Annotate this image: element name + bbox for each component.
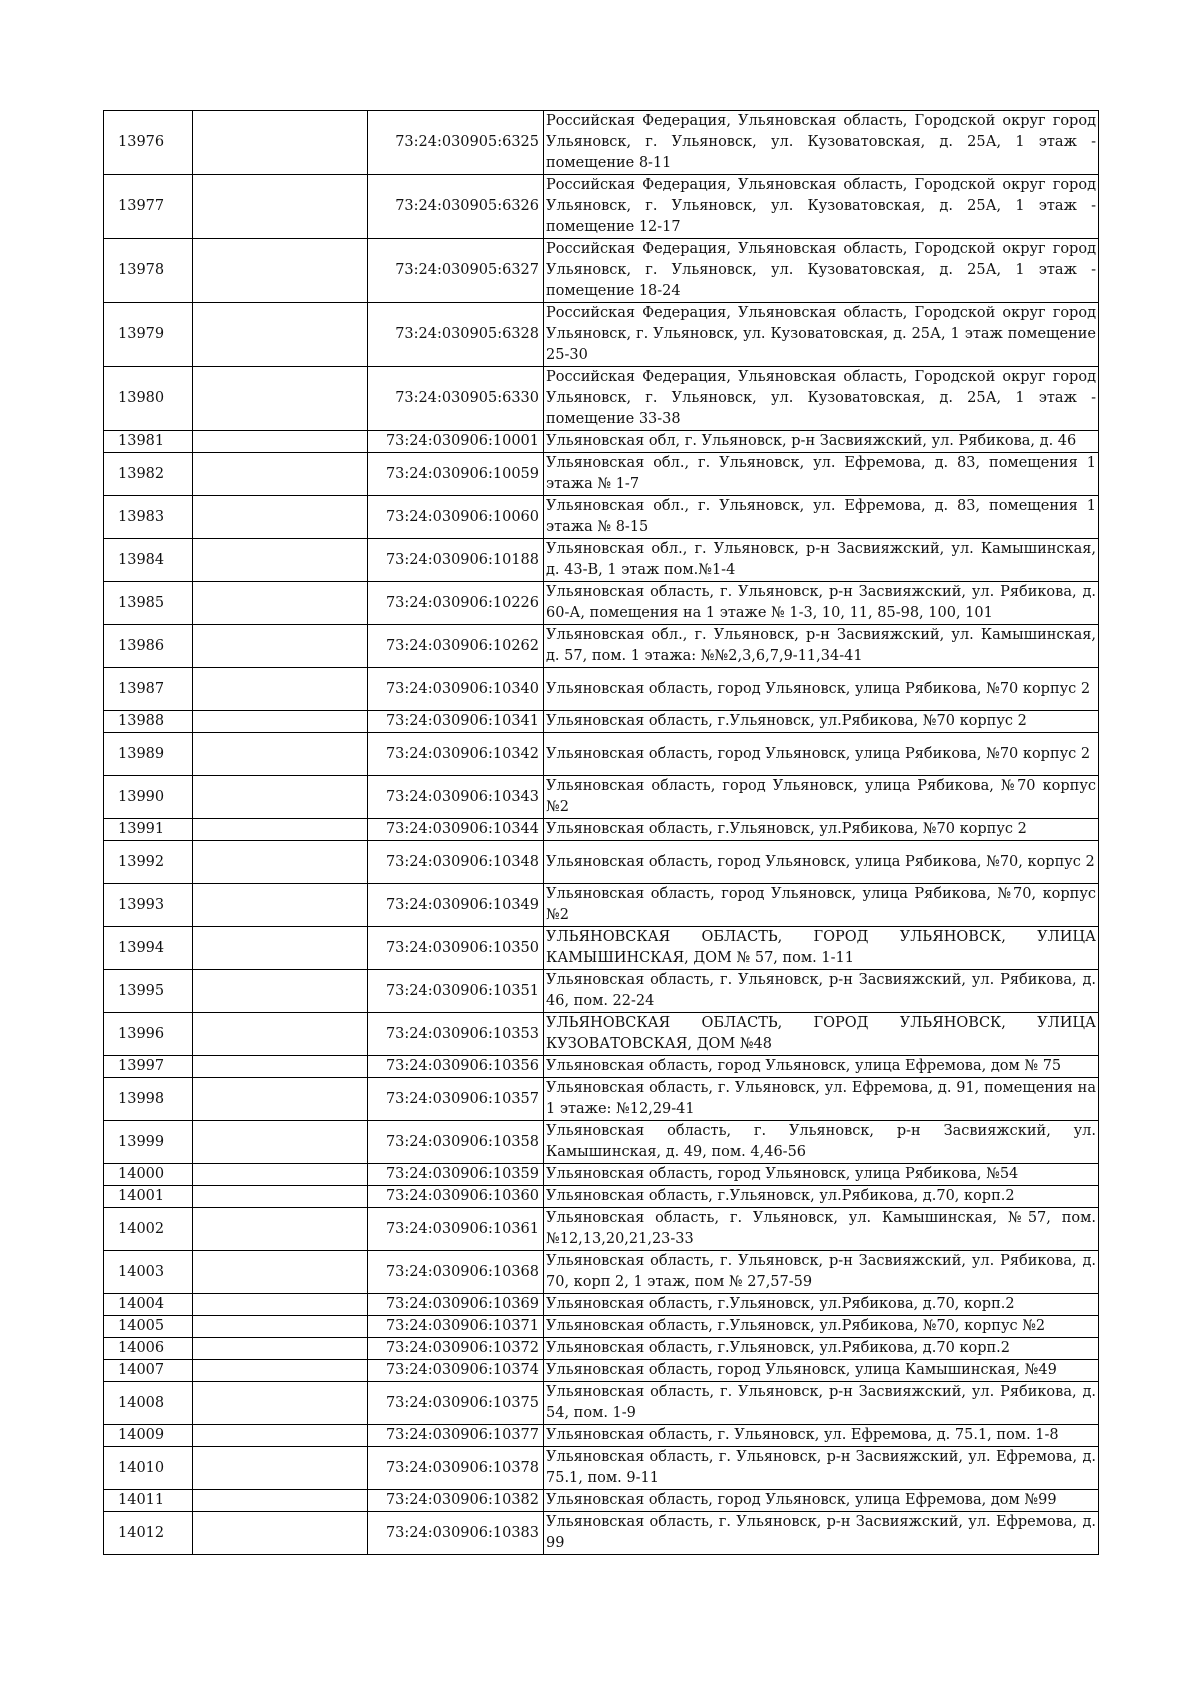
empty-cell xyxy=(193,1447,368,1490)
row-number: 13999 xyxy=(104,1121,193,1164)
table-row xyxy=(104,1251,1099,1294)
address: Ульяновская область, г.Ульяновск, ул.Рябикова, №70 корпус 2 xyxy=(544,819,1099,841)
cadastral-number: 73:24:030906:10226 xyxy=(368,582,544,625)
address: Ульяновская область, город Ульяновск, улица Рябикова, №70 корпус 2 xyxy=(544,733,1099,776)
row-number: 13988 xyxy=(104,711,193,733)
empty-cell xyxy=(193,668,368,711)
table-row xyxy=(104,239,1099,303)
row-number: 13978 xyxy=(104,239,193,303)
address: Ульяновская обл., г. Ульяновск, ул. Ефремова, д. 83, помещения 1 этажа № 1-7 xyxy=(544,453,1099,496)
table-row xyxy=(104,1294,1099,1316)
empty-cell xyxy=(193,239,368,303)
cadastral-number: 73:24:030906:10351 xyxy=(368,970,544,1013)
table-row xyxy=(104,303,1099,367)
address: УЛЬЯНОВСКАЯ ОБЛАСТЬ, ГОРОД УЛЬЯНОВСК, УЛИЦА КАМЫШИНСКАЯ, ДОМ № 57, пом. 1-11 xyxy=(544,927,1099,970)
row-number: 13991 xyxy=(104,819,193,841)
row-number: 14000 xyxy=(104,1164,193,1186)
table-row xyxy=(104,1186,1099,1208)
address: Ульяновская область, г. Ульяновск, р-н Засвияжский, ул. Рябикова, д. 70, корп 2, 1 этаж, пом № 27,57-59 xyxy=(544,1251,1099,1294)
cadastral-number: 73:24:030906:10059 xyxy=(368,453,544,496)
table-row xyxy=(104,111,1099,175)
empty-cell xyxy=(193,367,368,431)
empty-cell xyxy=(193,1512,368,1555)
address: Ульяновская обл, г. Ульяновск, р-н Засвияжский, ул. Рябикова, д. 46 xyxy=(544,431,1099,453)
address: Ульяновская область, г. Ульяновск, ул. Камышинская, №57, пом. №12,13,20,21,23-33 xyxy=(544,1208,1099,1251)
row-number: 13984 xyxy=(104,539,193,582)
cadastral-number: 73:24:030906:10342 xyxy=(368,733,544,776)
cadastral-number: 73:24:030906:10382 xyxy=(368,1490,544,1512)
cadastral-number: 73:24:030906:10344 xyxy=(368,819,544,841)
table-row xyxy=(104,733,1099,776)
empty-cell xyxy=(193,841,368,884)
address: Российская Федерация, Ульяновская область, Городской округ город Ульяновск, г. Ульяновск, ул. Кузоватовская, д. 25А, 1 этаж - помещение 33-38 xyxy=(544,367,1099,431)
empty-cell xyxy=(193,111,368,175)
address: Ульяновская область, г.Ульяновск, ул.Рябикова, №70 корпус 2 xyxy=(544,711,1099,733)
cadastral-number: 73:24:030906:10369 xyxy=(368,1294,544,1316)
cadastral-number: 73:24:030906:10357 xyxy=(368,1078,544,1121)
address: Ульяновская область, г. Ульяновск, ул. Ефремова, д. 75.1, пом. 1-8 xyxy=(544,1425,1099,1447)
address: Ульяновская область, г. Ульяновск, р-н Засвияжский, ул. Ефремова, д. 75.1, пом. 9-11 xyxy=(544,1447,1099,1490)
cadastral-number: 73:24:030906:10371 xyxy=(368,1316,544,1338)
empty-cell xyxy=(193,733,368,776)
empty-cell xyxy=(193,582,368,625)
empty-cell xyxy=(193,1013,368,1056)
address: Ульяновская обл., г. Ульяновск, р-н Засвияжский, ул. Камышинская, д. 57, пом. 1 этажа: №№2,3,6,7,9-11,34-41 xyxy=(544,625,1099,668)
empty-cell xyxy=(193,1294,368,1316)
cadastral-number: 73:24:030906:10340 xyxy=(368,668,544,711)
row-number: 13979 xyxy=(104,303,193,367)
cadastral-number: 73:24:030906:10262 xyxy=(368,625,544,668)
address: Ульяновская область, г. Ульяновск, р-н Засвияжский, ул. Камышинская, д. 49, пом. 4,46-56 xyxy=(544,1121,1099,1164)
row-number: 13989 xyxy=(104,733,193,776)
cadastral-number: 73:24:030906:10343 xyxy=(368,776,544,819)
table-row xyxy=(104,884,1099,927)
cadastral-number: 73:24:030906:10341 xyxy=(368,711,544,733)
cadastral-number: 73:24:030906:10378 xyxy=(368,1447,544,1490)
cadastral-number: 73:24:030906:10375 xyxy=(368,1382,544,1425)
table-row xyxy=(104,539,1099,582)
address: Ульяновская область, г.Ульяновск, ул.Рябикова, №70, корпус №2 xyxy=(544,1316,1099,1338)
row-number: 13997 xyxy=(104,1056,193,1078)
cadastral-number: 73:24:030905:6326 xyxy=(368,175,544,239)
empty-cell xyxy=(193,1078,368,1121)
address: Ульяновская область, город Ульяновск, улица Ефремова, дом № 75 xyxy=(544,1056,1099,1078)
table-row xyxy=(104,668,1099,711)
empty-cell xyxy=(193,1425,368,1447)
cadastral-number: 73:24:030906:10353 xyxy=(368,1013,544,1056)
table-row xyxy=(104,1013,1099,1056)
empty-cell xyxy=(193,539,368,582)
address: Ульяновская область, город Ульяновск, улица Рябикова, №70 корпус 2 xyxy=(544,668,1099,711)
empty-cell xyxy=(193,496,368,539)
table-row xyxy=(104,1490,1099,1512)
empty-cell xyxy=(193,970,368,1013)
empty-cell xyxy=(193,711,368,733)
empty-cell xyxy=(193,927,368,970)
address: Ульяновская область, г. Ульяновск, р-н Засвияжский, ул. Ефремова, д. 99 xyxy=(544,1512,1099,1555)
empty-cell xyxy=(193,1208,368,1251)
empty-cell xyxy=(193,175,368,239)
empty-cell xyxy=(193,1251,368,1294)
table-row xyxy=(104,1121,1099,1164)
empty-cell xyxy=(193,453,368,496)
table-row xyxy=(104,841,1099,884)
row-number: 13993 xyxy=(104,884,193,927)
table-row xyxy=(104,1447,1099,1490)
address: Ульяновская область, г.Ульяновск, ул.Рябикова, д.70, корп.2 xyxy=(544,1294,1099,1316)
row-number: 13976 xyxy=(104,111,193,175)
empty-cell xyxy=(193,625,368,668)
row-number: 13998 xyxy=(104,1078,193,1121)
table-row xyxy=(104,1316,1099,1338)
empty-cell xyxy=(193,303,368,367)
row-number: 13981 xyxy=(104,431,193,453)
table-row xyxy=(104,175,1099,239)
address: Ульяновская область, город Ульяновск, улица Ефремова, дом №99 xyxy=(544,1490,1099,1512)
table-row xyxy=(104,582,1099,625)
property-table xyxy=(103,110,1099,1555)
row-number: 13994 xyxy=(104,927,193,970)
table-row xyxy=(104,1078,1099,1121)
row-number: 13986 xyxy=(104,625,193,668)
address: Ульяновская обл., г. Ульяновск, ул. Ефремова, д. 83, помещения 1 этажа № 8-15 xyxy=(544,496,1099,539)
empty-cell xyxy=(193,1360,368,1382)
table-row xyxy=(104,776,1099,819)
address: Российская Федерация, Ульяновская область, Городской округ город Ульяновск, г. Ульяновск, ул. Кузоватовская, д. 25А, 1 этаж - помещение 18-24 xyxy=(544,239,1099,303)
row-number: 14007 xyxy=(104,1360,193,1382)
row-number: 13985 xyxy=(104,582,193,625)
address: Ульяновская область, город Ульяновск, улица Камышинская, №49 xyxy=(544,1360,1099,1382)
cadastral-number: 73:24:030906:10368 xyxy=(368,1251,544,1294)
row-number: 14010 xyxy=(104,1447,193,1490)
empty-cell xyxy=(193,1186,368,1208)
row-number: 13992 xyxy=(104,841,193,884)
table-body xyxy=(104,111,1099,1555)
cadastral-number: 73:24:030906:10360 xyxy=(368,1186,544,1208)
cadastral-number: 73:24:030906:10060 xyxy=(368,496,544,539)
empty-cell xyxy=(193,431,368,453)
address: Ульяновская область, г.Ульяновск, ул.Рябикова, д.70 корп.2 xyxy=(544,1338,1099,1360)
row-number: 14012 xyxy=(104,1512,193,1555)
address: Ульяновская область, г. Ульяновск, р-н Засвияжский, ул. Рябикова, д. 54, пом. 1-9 xyxy=(544,1382,1099,1425)
cadastral-number: 73:24:030906:10356 xyxy=(368,1056,544,1078)
row-number: 14009 xyxy=(104,1425,193,1447)
empty-cell xyxy=(193,1316,368,1338)
empty-cell xyxy=(193,1382,368,1425)
table-row xyxy=(104,453,1099,496)
table-row xyxy=(104,1425,1099,1447)
table-row xyxy=(104,1208,1099,1251)
cadastral-number: 73:24:030905:6327 xyxy=(368,239,544,303)
row-number: 13995 xyxy=(104,970,193,1013)
empty-cell xyxy=(193,1490,368,1512)
row-number: 14005 xyxy=(104,1316,193,1338)
row-number: 13983 xyxy=(104,496,193,539)
empty-cell xyxy=(193,776,368,819)
row-number: 14008 xyxy=(104,1382,193,1425)
table-row xyxy=(104,1338,1099,1360)
row-number: 14006 xyxy=(104,1338,193,1360)
cadastral-number: 73:24:030906:10359 xyxy=(368,1164,544,1186)
table-row xyxy=(104,625,1099,668)
table-row xyxy=(104,1164,1099,1186)
cadastral-number: 73:24:030906:10348 xyxy=(368,841,544,884)
cadastral-number: 73:24:030906:10358 xyxy=(368,1121,544,1164)
address: Российская Федерация, Ульяновская область, Городской округ город Ульяновск, г. Ульяновск, ул. Кузоватовская, д. 25А, 1 этаж помещение 25-30 xyxy=(544,303,1099,367)
cadastral-number: 73:24:030906:10350 xyxy=(368,927,544,970)
cadastral-number: 73:24:030906:10349 xyxy=(368,884,544,927)
row-number: 13977 xyxy=(104,175,193,239)
address: Ульяновская область, город Ульяновск, улица Рябикова, №70, корпус 2 xyxy=(544,841,1099,884)
table-row xyxy=(104,1382,1099,1425)
row-number: 13987 xyxy=(104,668,193,711)
table-row xyxy=(104,819,1099,841)
address: Российская Федерация, Ульяновская область, Городской округ город Ульяновск, г. Ульяновск, ул. Кузоватовская, д. 25А, 1 этаж - помещение 8-11 xyxy=(544,111,1099,175)
table-row xyxy=(104,927,1099,970)
table-row xyxy=(104,367,1099,431)
address: Ульяновская область, город Ульяновск, улица Рябикова, №70 корпус №2 xyxy=(544,776,1099,819)
cadastral-number: 73:24:030906:10383 xyxy=(368,1512,544,1555)
row-number: 13996 xyxy=(104,1013,193,1056)
row-number: 14011 xyxy=(104,1490,193,1512)
address: Российская Федерация, Ульяновская область, Городской округ город Ульяновск, г. Ульяновск, ул. Кузоватовская, д. 25А, 1 этаж - помещение 12-17 xyxy=(544,175,1099,239)
empty-cell xyxy=(193,1121,368,1164)
table-row xyxy=(104,711,1099,733)
empty-cell xyxy=(193,884,368,927)
table-row xyxy=(104,970,1099,1013)
row-number: 14003 xyxy=(104,1251,193,1294)
table-row xyxy=(104,1512,1099,1555)
address: Ульяновская область, город Ульяновск, улица Рябикова, №54 xyxy=(544,1164,1099,1186)
row-number: 14004 xyxy=(104,1294,193,1316)
cadastral-number: 73:24:030905:6328 xyxy=(368,303,544,367)
cadastral-number: 73:24:030906:10377 xyxy=(368,1425,544,1447)
address: Ульяновская область, г.Ульяновск, ул.Рябикова, д.70, корп.2 xyxy=(544,1186,1099,1208)
address: Ульяновская область, город Ульяновск, улица Рябикова, №70, корпус №2 xyxy=(544,884,1099,927)
table-row xyxy=(104,496,1099,539)
address: Ульяновская область, г. Ульяновск, р-н Засвияжский, ул. Рябикова, д. 46, пом. 22-24 xyxy=(544,970,1099,1013)
row-number: 14002 xyxy=(104,1208,193,1251)
empty-cell xyxy=(193,1338,368,1360)
cadastral-number: 73:24:030906:10372 xyxy=(368,1338,544,1360)
cadastral-number: 73:24:030905:6330 xyxy=(368,367,544,431)
table-row xyxy=(104,431,1099,453)
address: Ульяновская область, г. Ульяновск, р-н Засвияжский, ул. Рябикова, д. 60-А, помещения на 1 этаже № 1-3, 10, 11, 85-98, 100, 101 xyxy=(544,582,1099,625)
table-row xyxy=(104,1056,1099,1078)
table-row xyxy=(104,1360,1099,1382)
row-number: 14001 xyxy=(104,1186,193,1208)
empty-cell xyxy=(193,1056,368,1078)
row-number: 13982 xyxy=(104,453,193,496)
empty-cell xyxy=(193,819,368,841)
row-number: 13990 xyxy=(104,776,193,819)
cadastral-number: 73:24:030906:10001 xyxy=(368,431,544,453)
cadastral-number: 73:24:030906:10374 xyxy=(368,1360,544,1382)
cadastral-number: 73:24:030906:10361 xyxy=(368,1208,544,1251)
cadastral-number: 73:24:030905:6325 xyxy=(368,111,544,175)
cadastral-number: 73:24:030906:10188 xyxy=(368,539,544,582)
address: УЛЬЯНОВСКАЯ ОБЛАСТЬ, ГОРОД УЛЬЯНОВСК, УЛИЦА КУЗОВАТОВСКАЯ, ДОМ №48 xyxy=(544,1013,1099,1056)
empty-cell xyxy=(193,1164,368,1186)
address: Ульяновская обл., г. Ульяновск, р-н Засвияжский, ул. Камышинская, д. 43-В, 1 этаж пом.№1-4 xyxy=(544,539,1099,582)
row-number: 13980 xyxy=(104,367,193,431)
address: Ульяновская область, г. Ульяновск, ул. Ефремова, д. 91, помещения на 1 этаже: №12,29-41 xyxy=(544,1078,1099,1121)
